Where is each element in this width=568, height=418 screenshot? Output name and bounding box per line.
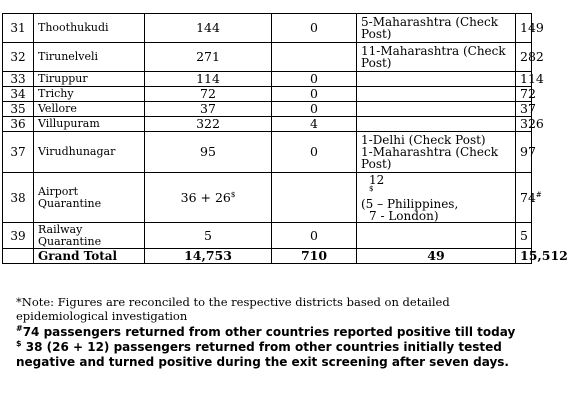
reconciliation-note: *Note: Figures are reconciled to the respective districts based on detailed epidemiological investigation	[16, 295, 450, 323]
local-cases: 95	[145, 132, 272, 173]
district-name: Tirunelveli	[34, 43, 145, 72]
imported-from	[357, 87, 516, 102]
row-number: 37	[3, 132, 34, 173]
other-state-cases	[272, 43, 357, 72]
district-name: Trichy	[34, 87, 145, 102]
total-cases: 282	[516, 43, 532, 72]
total-cases: 5	[516, 223, 532, 249]
total-cases: 97	[516, 132, 532, 173]
imported-from	[357, 117, 516, 132]
total-cases: 72	[516, 87, 532, 102]
table-row	[3, 14, 532, 43]
grand-total-local: 14,753	[145, 249, 272, 264]
imported-from: 12 $ (5 – Philippines, 7 - London)	[357, 173, 516, 223]
row-number: 39	[3, 223, 34, 249]
row-number: 35	[3, 102, 34, 117]
district-name: Villupuram	[34, 117, 145, 132]
district-name: Railway Quarantine	[34, 223, 145, 249]
table-row	[3, 223, 532, 249]
row-number: 38	[3, 173, 34, 223]
exit-screening-note: $ 38 (26 + 12) passengers returned from other countries initially tested negative and turned positive during the exit screening after seven days.	[16, 339, 509, 369]
imported-from: 11-Maharashtra (Check Post)	[357, 43, 516, 72]
hash-marker: #	[535, 190, 542, 199]
dollar-marker: $	[369, 184, 374, 193]
district-name: Thoothukudi	[34, 14, 145, 43]
imported-from: 1-Delhi (Check Post) 1-Maharashtra (Check Post)	[357, 132, 516, 173]
footnotes	[16, 295, 536, 370]
district-name: Tiruppur	[34, 72, 145, 87]
other-state-cases: 0	[272, 87, 357, 102]
other-state-cases: 0	[272, 72, 357, 87]
grand-total-other: 710	[272, 249, 357, 264]
grand-total-row	[3, 249, 532, 264]
local-cases: 37	[145, 102, 272, 117]
table-row	[3, 132, 532, 173]
local-cases: 72	[145, 87, 272, 102]
other-state-cases: 0	[272, 223, 357, 249]
table-row	[3, 117, 532, 132]
grand-total-label: Grand Total	[34, 249, 145, 264]
other-state-cases: 0	[272, 132, 357, 173]
row-number: 33	[3, 72, 34, 87]
total-cases: 326	[516, 117, 532, 132]
row-number: 32	[3, 43, 34, 72]
hash-marker: #	[16, 324, 23, 333]
grand-total-imported: 49	[357, 249, 516, 264]
total-cases: 114	[516, 72, 532, 87]
imported-from	[357, 72, 516, 87]
other-state-cases	[272, 173, 357, 223]
district-name: Vellore	[34, 102, 145, 117]
dollar-marker: $	[230, 190, 236, 199]
district-name: Airport Quarantine	[34, 173, 145, 223]
grand-total-total: 15,512	[516, 249, 532, 264]
other-state-cases: 0	[272, 14, 357, 43]
local-cases: 36 + 26$	[145, 173, 272, 223]
imported-from	[357, 102, 516, 117]
table-row	[3, 43, 532, 72]
total-cases: 149	[516, 14, 532, 43]
imported-from	[357, 223, 516, 249]
local-cases: 114	[145, 72, 272, 87]
local-cases: 322	[145, 117, 272, 132]
airport-positive-note: #74 passengers returned from other countries reported positive till today	[16, 324, 516, 339]
local-cases: 5	[145, 223, 272, 249]
table-row	[3, 72, 532, 87]
district-cases-table	[2, 13, 568, 264]
local-cases: 271	[145, 43, 272, 72]
district-name: Virudhunagar	[34, 132, 145, 173]
table-row	[3, 102, 532, 117]
table-row	[3, 173, 532, 223]
imported-from: 5-Maharashtra (Check Post)	[357, 14, 516, 43]
other-state-cases: 0	[272, 102, 357, 117]
other-state-cases: 4	[272, 117, 357, 132]
table-row	[3, 87, 532, 102]
grand-total-number	[3, 249, 34, 264]
dollar-marker: $	[16, 339, 22, 348]
total-cases: 74#	[516, 173, 532, 223]
row-number: 31	[3, 14, 34, 43]
row-number: 36	[3, 117, 34, 132]
total-cases: 37	[516, 102, 532, 117]
row-number: 34	[3, 87, 34, 102]
local-cases: 144	[145, 14, 272, 43]
